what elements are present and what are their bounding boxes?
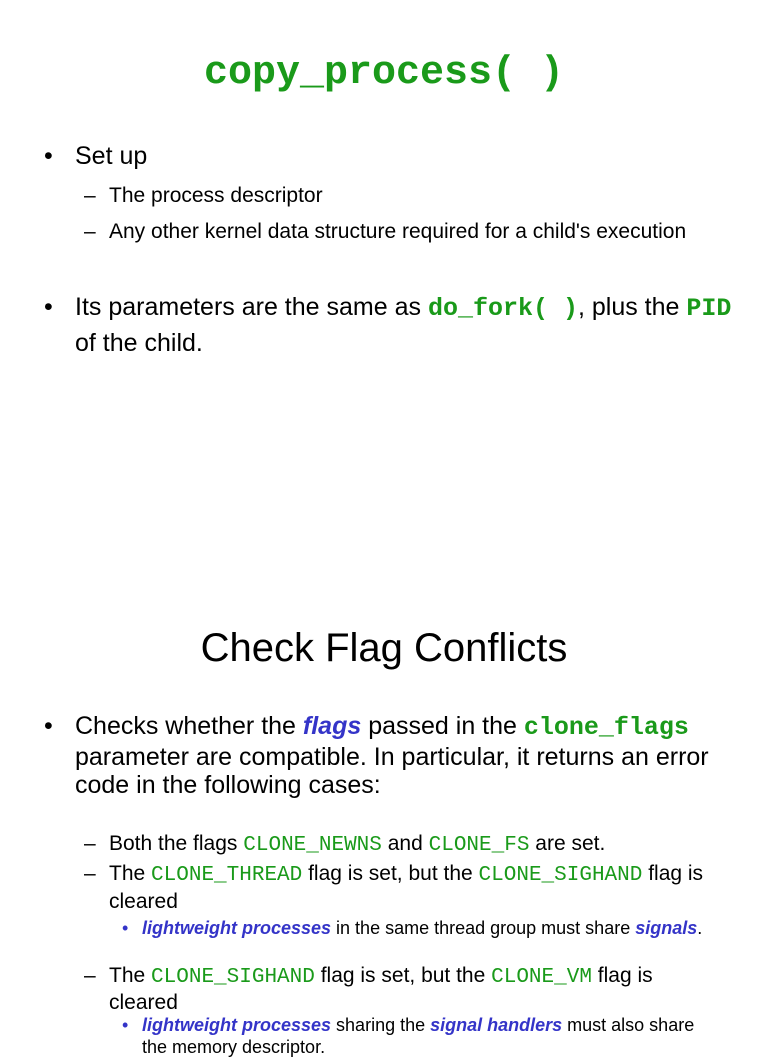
text-segment: Checks whether the	[75, 712, 303, 740]
slide-copy-process	[0, 0, 768, 512]
sub-bullet-thread-sighand	[84, 861, 724, 915]
text-segment: must also share the memory descriptor.	[142, 1015, 695, 1057]
bullet-dot: •	[122, 1015, 129, 1035]
bullet-dot: •	[44, 142, 53, 170]
code-clone-sighand: CLONE_SIGHAND	[151, 966, 315, 989]
subsub-bullet-text	[142, 1014, 722, 1058]
slide-title: copy_process( )	[203, 51, 565, 96]
text-segment: The	[109, 862, 152, 885]
emphasis-lightweight-processes: lightweight processes	[142, 1015, 332, 1035]
emphasis-signals: signals	[635, 918, 698, 938]
slide-title: Check Flag Conflicts	[200, 626, 568, 670]
text-segment: flag is cleared	[109, 862, 704, 913]
subsub-bullet-share-signals	[122, 917, 722, 939]
text-segment: passed in the	[361, 712, 524, 740]
text-segment: Both the flags	[109, 832, 244, 855]
text-segment: flag is set, but the	[302, 862, 479, 885]
sub-bullet-sighand-vm	[84, 963, 724, 1015]
text-segment: sharing the	[331, 1015, 431, 1035]
bullet-text	[75, 290, 734, 361]
sub-bullet-text: Any other kernel data structure required for a child's execution	[109, 220, 687, 243]
code-pid: PID	[686, 294, 732, 323]
code-clone-thread: CLONE_THREAD	[151, 864, 303, 887]
dash: –	[84, 220, 96, 243]
dash: –	[84, 964, 96, 987]
bullet-dot: •	[44, 712, 53, 740]
text-segment: and	[381, 832, 429, 855]
sub-bullet-process-descriptor	[84, 181, 724, 211]
emphasis-signal-handlers: signal handlers	[430, 1015, 563, 1035]
sub-bullet-text	[109, 963, 724, 1015]
text-segment: The	[109, 964, 152, 987]
bullet-text: Set up	[75, 142, 148, 170]
code-do-fork: do_fork( )	[427, 294, 578, 323]
bullet-dot: •	[44, 293, 53, 321]
bullet-set-up	[44, 142, 734, 170]
text-segment: .	[697, 918, 703, 938]
bullet-checks-flags	[44, 712, 734, 800]
text-segment: parameter are compatible. In particular, it returns an error code in the following cases:	[75, 742, 709, 799]
sub-bullet-newns-fs	[84, 830, 724, 860]
subsub-bullet-text	[142, 917, 722, 939]
sub-bullet-text	[109, 830, 724, 860]
sub-bullet-text: The process descriptor	[109, 184, 323, 207]
bullet-parameters	[44, 290, 734, 361]
sub-bullet-text	[109, 861, 724, 915]
bullet-dot: •	[122, 918, 129, 938]
dash: –	[84, 184, 96, 207]
emphasis-flags: flags	[302, 712, 362, 740]
emphasis-lightweight-processes: lightweight processes	[142, 918, 332, 938]
dash: –	[84, 862, 96, 885]
text-segment: in the same thread group must share	[331, 918, 636, 938]
text-segment: Its parameters are the same as	[75, 293, 428, 321]
code-clone-sighand: CLONE_SIGHAND	[478, 864, 643, 887]
text-segment: are set.	[529, 832, 606, 855]
code-clone-fs: CLONE_FS	[428, 834, 530, 857]
code-clone-flags: clone_flags	[523, 713, 689, 742]
text-segment: flag is set, but the	[314, 964, 492, 987]
sub-bullet-kernel-data	[84, 217, 724, 247]
bullet-text	[75, 712, 734, 800]
code-clone-newns: CLONE_NEWNS	[243, 834, 382, 857]
subsub-bullet-share-memory	[122, 1014, 722, 1058]
text-segment: of the child.	[75, 329, 203, 357]
text-segment: flag is cleared	[109, 964, 653, 1014]
code-clone-vm: CLONE_VM	[491, 966, 592, 989]
text-segment: , plus the	[577, 293, 687, 321]
dash: –	[84, 832, 96, 855]
